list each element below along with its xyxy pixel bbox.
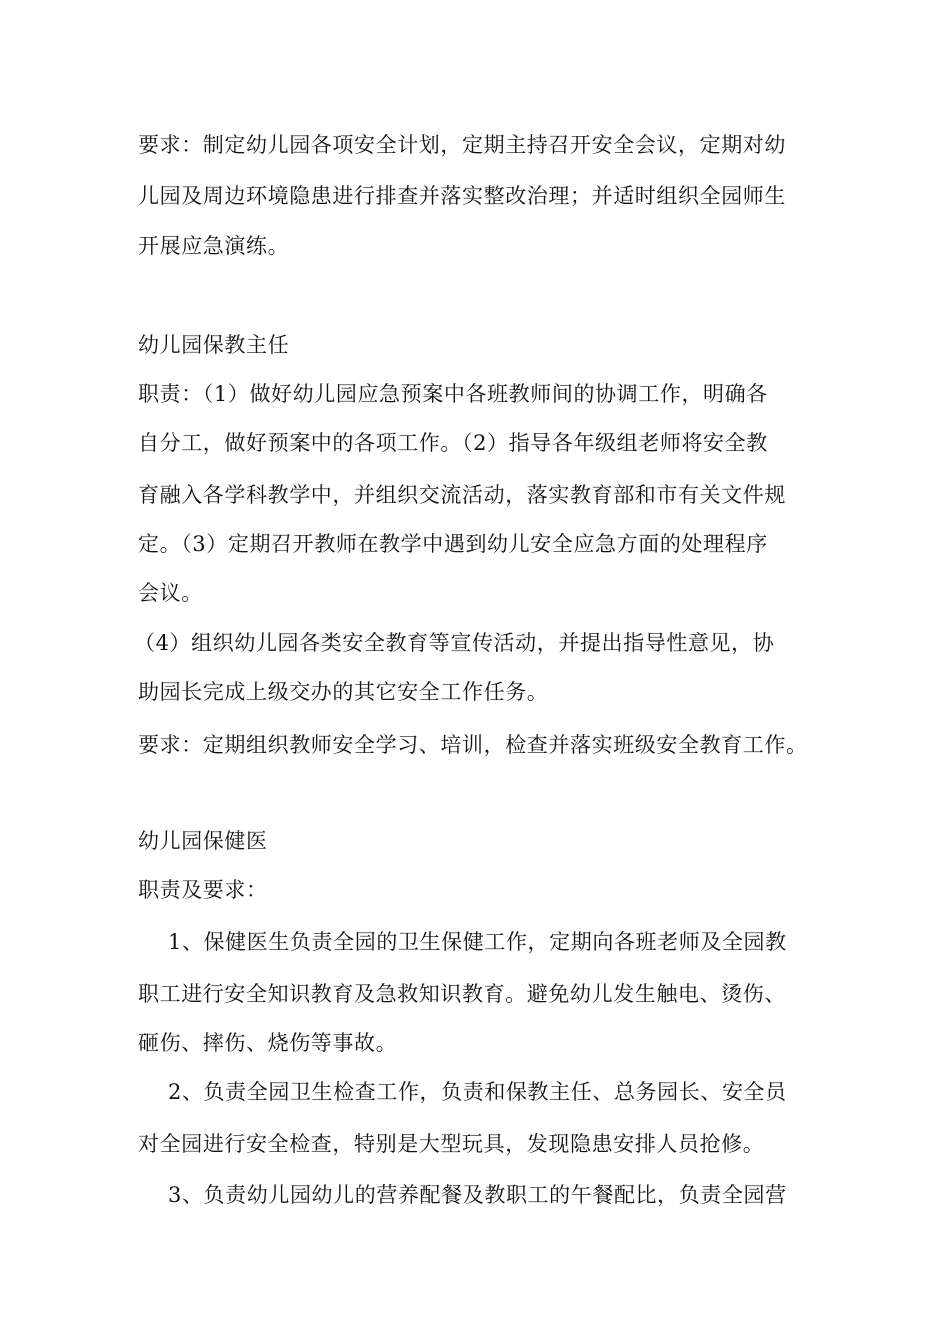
director-duty-line-2: 自分工，做好预案中的各项工作。（2）指导各年级组老师将安全教 [138, 431, 768, 455]
director-duty-line-1: 职责：（1）做好幼儿园应急预案中各班教师间的协调工作，明确各 [138, 382, 768, 406]
director-duty-line-7: 助园长完成上级交办的其它安全工作任务。 [138, 680, 549, 704]
doctor-item2-line-1: 2、负责全园卫生检查工作，负责和保教主任、总务园长、安全员 [168, 1080, 787, 1104]
doctor-subheading: 职责及要求： [138, 878, 268, 902]
director-duty-line-3: 育融入各学科教学中，并组织交流活动，落实教育部和市有关文件规 [138, 483, 786, 507]
doctor-item1-line-1: 1、保健医生负责全园的卫生保健工作，定期向各班老师及全园教 [168, 930, 787, 954]
doctor-heading: 幼儿园保健医 [138, 829, 268, 853]
doctor-item1-line-2: 职工进行安全知识教育及急救知识教育。避免幼儿发生触电、烫伤、 [138, 982, 786, 1006]
director-duty-line-4: 定。（3）定期召开教师在教学中遇到幼儿安全应急方面的处理程序 [138, 532, 768, 556]
director-heading: 幼儿园保教主任 [138, 333, 290, 357]
doctor-item1-line-3: 砸伤、摔伤、烧伤等事故。 [138, 1031, 398, 1055]
director-duty-line-6: （4）组织幼儿园各类安全教育等宣传活动，并提出指导性意见，协 [134, 631, 775, 655]
requirement-line-1: 要求：制定幼儿园各项安全计划，定期主持召开安全会议，定期对幼 [138, 133, 786, 157]
doctor-item3-line-1: 3、负责幼儿园幼儿的营养配餐及教职工的午餐配比，负责全园营 [168, 1183, 787, 1207]
director-duty-line-5: 会议。 [138, 581, 203, 605]
doctor-item2-line-2: 对全园进行安全检查，特别是大型玩具，发现隐患安排人员抢修。 [138, 1132, 765, 1156]
requirement-line-3: 开展应急演练。 [138, 234, 290, 258]
director-requirement: 要求：定期组织教师安全学习、培训，检查并落实班级安全教育工作。 [138, 733, 808, 757]
requirement-line-2: 儿园及周边环境隐患进行排查并落实整改治理；并适时组织全园师生 [138, 184, 786, 208]
